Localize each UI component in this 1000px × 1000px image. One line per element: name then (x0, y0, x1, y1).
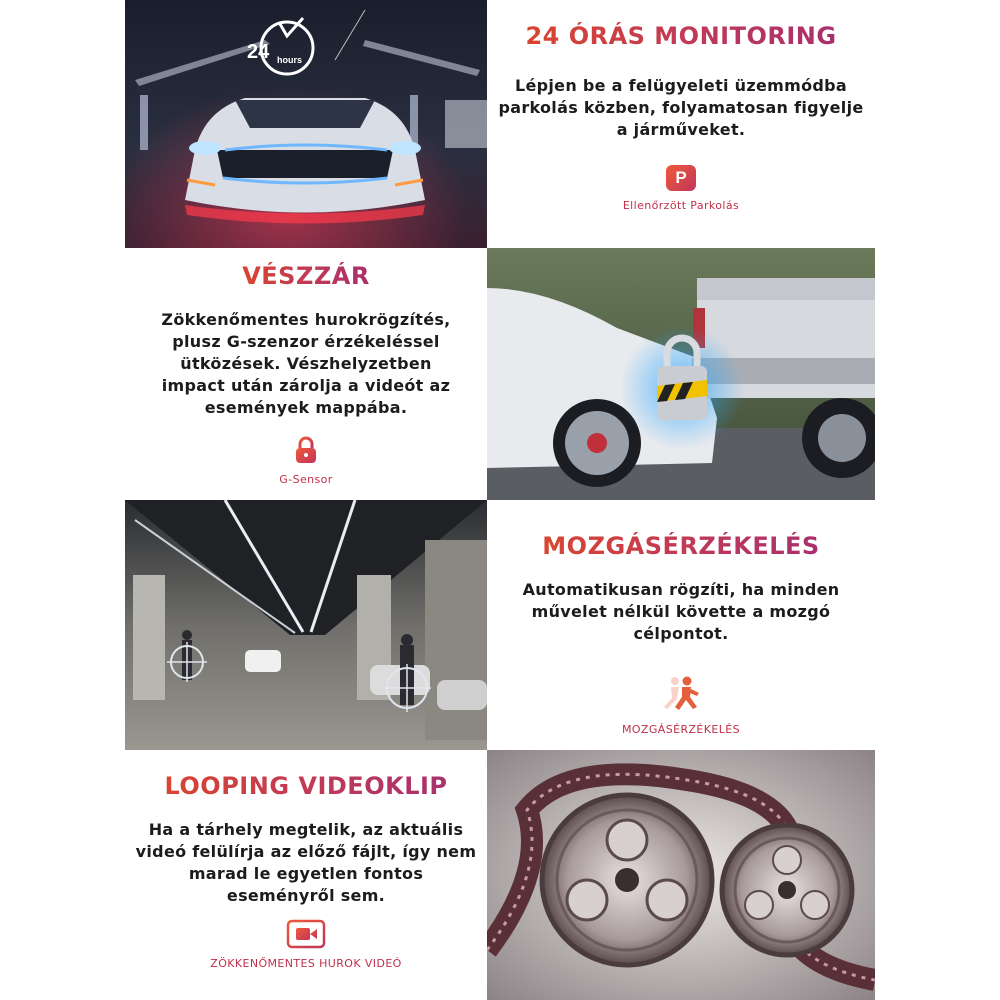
desc-line: Automatikusan rögzíti, ha minden (522, 579, 840, 599)
feature-label: Ellenőrzött Parkolás (622, 198, 740, 212)
car-headlights-image (125, 0, 487, 248)
parking-letter: P (675, 167, 687, 187)
running-person-icon (659, 675, 703, 715)
desc-line: Ha a tárhely megtelik, az aktuális (148, 819, 464, 839)
desc-line: eseményről sem. (226, 885, 386, 905)
parking-p-icon (666, 165, 696, 191)
parking-garage-image (125, 500, 487, 750)
car-collision-image (487, 248, 875, 500)
desc-line: marad le egyetlen fontos (188, 863, 424, 883)
section-motion-detection (487, 500, 875, 750)
video-loop-icon (286, 919, 326, 949)
section-loop-recording (125, 750, 487, 1000)
badge-unit: hours (277, 55, 303, 65)
badge-number: 24 (247, 41, 270, 63)
desc-line: a járműveket. (616, 119, 746, 139)
desc-line: videó felülírja az előző fájlt, így nem (135, 841, 477, 861)
desc-line: parkolás közben, folyamatosan figyelje (498, 97, 864, 117)
film-reels-image (487, 750, 875, 1000)
feature-label: ZÖKKENŐMENTES HUROK VIDEÓ (210, 956, 402, 970)
desc-line: impact után zárolja a videót az (161, 375, 451, 395)
section-title: VÉSZZÁR (242, 262, 370, 290)
section-title: LOOPING VIDEOKLIP (164, 772, 448, 800)
desc-line: ütközések. Vészhelyzetben (180, 353, 432, 373)
desc-line: Lépjen be a felügyeleti üzemmódba (514, 75, 847, 95)
desc-line: plusz G-szenzor érzékeléssel (172, 331, 440, 351)
feature-label: G-Sensor (279, 472, 333, 486)
section-monitoring (487, 0, 875, 248)
feature-label: MOZGÁSÉRZÉKELÉS (621, 722, 741, 736)
section-emergency-lock (125, 248, 487, 500)
desc-line: Zökkenőmentes hurokrögzítés, (161, 309, 451, 329)
padlock-icon (292, 435, 320, 465)
desc-line: művelet nélkül követte a mozgó célpontot. (531, 601, 831, 643)
section-title: MOZGÁSÉRZÉKELÉS (542, 532, 820, 560)
section-title: 24 ÓRÁS MONITORING (525, 22, 837, 50)
desc-line: események mappába. (204, 397, 408, 417)
